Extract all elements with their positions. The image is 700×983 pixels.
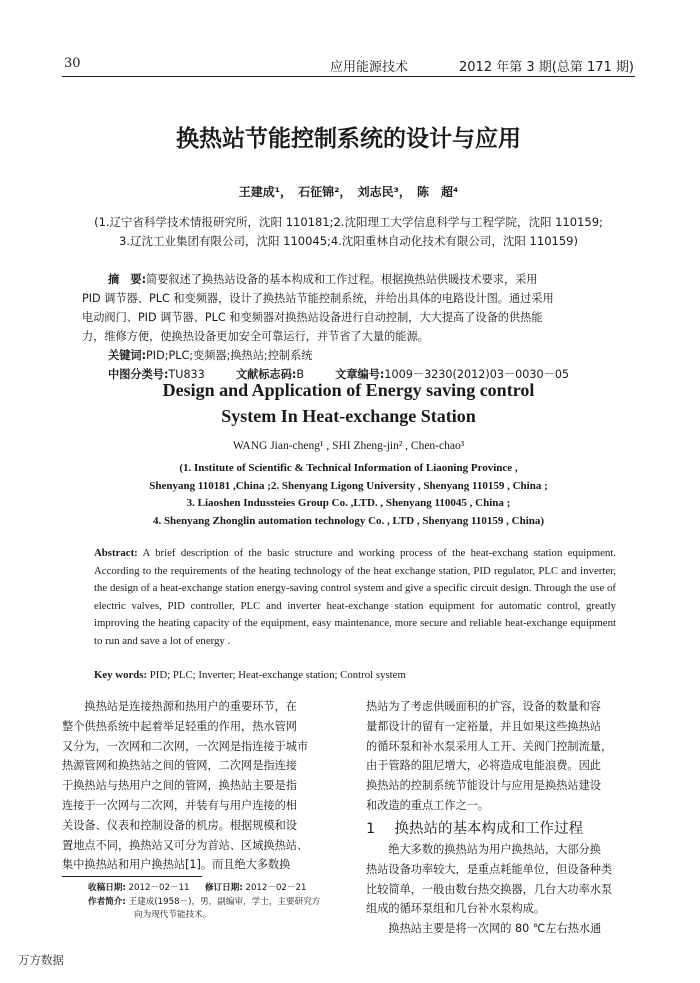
body-line: 由于管路的阻尼增大，必将造成电能浪费。因此: [366, 759, 601, 773]
author-3: 刘志民³: [357, 185, 399, 199]
abstract-cn-line: 电动阀门、PID 调节器、PLC 和变频器对换热站设备进行自动控制，大大提高了设备的供热能: [82, 311, 543, 324]
keywords-en-line: [94, 669, 406, 681]
left-column: [62, 697, 342, 875]
clc-number: TU833: [168, 368, 205, 381]
body-line: 于换热站与热用户之间的管网，换热站主要是指: [62, 779, 297, 793]
affiliation-en-line: 4. Shenyang Zhonglin automation technology Co. , LTD , Shenyang 110159 , China): [152, 514, 545, 527]
body-line: 换热站主要是将一次网的 80 ℃左右热水通: [366, 922, 602, 936]
received-date: 2012－02－11: [128, 883, 190, 893]
abstract-cn-label: 摘 要:: [108, 273, 147, 286]
footnote: [88, 882, 348, 923]
body-line: 换热站的控制系统节能设计与应用是换热站建设: [366, 779, 601, 793]
received-label: 收稿日期:: [88, 883, 126, 893]
abstract-cn-line: 简要叙述了换热站设备的基本构成和工作过程。根据换热站供暖技术要求，采用: [146, 273, 538, 286]
author-bio-label: 作者简介:: [88, 896, 126, 907]
keywords-en: PID; PLC; Inverter; Heat-exchange station; Control system: [149, 669, 406, 681]
clc-label: 中图分类号:: [108, 368, 169, 381]
abstract-en-label: Abstract:: [94, 547, 138, 559]
affiliations-cn: [62, 213, 635, 251]
body-line: 量都设计的留有一定裕量，并且如果这些换热站: [366, 719, 601, 733]
revised-label: 修订日期:: [204, 883, 243, 893]
title-en: [62, 377, 635, 429]
revised-date: 2012－02－21: [245, 883, 307, 893]
body-line: 又分为，一次网和二次网，一次网是指连接于城市: [62, 739, 309, 753]
author-1: 王建成¹: [238, 185, 280, 199]
affiliations-en: [62, 460, 635, 530]
page-title: 换热站节能控制系统的设计与应用: [176, 125, 521, 152]
abstract-en-text: A brief description of the basic structure and working process of the heat-exchang station equipment. According to the requirements of the heating technology of the heat exchange station, PID regulator, PLC and inverter, the design of a heat-exchange station energy-saving control system and give a specific circuit design. Through the use of electric valves, PID controller, PLC and inverter heat-exchange station equipment for automatic control, greatly improving the heating capacity of the equipment, easy maintenance, more secure and reliable heat-exchange equipment to run and save a lot of energy .: [94, 547, 616, 647]
header-rule: [62, 76, 635, 77]
affiliation-line: (1.辽宁省科学技术情报研究所，沈阳 110181;2.沈阳理工大学信息科学与工程学院，沈阳 110159;: [94, 215, 603, 229]
body-line: 整个供热系统中起着举足轻重的作用，热水管网: [62, 719, 297, 733]
journal-name: 应用能源技术: [330, 60, 409, 75]
body-line: 热站设备功率较大，是重点耗能单位，但设备种类: [366, 862, 613, 876]
doc-code: B: [296, 368, 305, 381]
body-line: 的循环泵和补水泵采用人工开、关阀门控制流量，: [366, 739, 613, 753]
author-list: 王建成¹， 石征锦²， 刘志民³， 陈 超⁴: [238, 185, 459, 199]
abstract-cn: [82, 270, 618, 384]
title-en-line: System In Heat-exchange Station: [221, 406, 476, 426]
body-line: 换热站是连接热源和热用户的重要环节，在: [62, 700, 297, 713]
body-line: 绝大多数的换热站为用户换热站，大部分换: [366, 843, 601, 856]
title-en-line: Design and Application of Energy saving control: [162, 380, 535, 400]
abstract-cn-line: PID 调节器、PLC 和变频器，设计了换热站节能控制系统，并给出具体的电路设计图。通过采用: [82, 292, 554, 305]
body-line: 比较简单，一般由数台热交换器，几台大功率水泵: [366, 882, 613, 896]
abstract-cn-line: 力，维修方便，使换热设备更加安全可靠运行，并节省了大量的能源。: [82, 330, 429, 343]
right-column-top: [366, 697, 638, 816]
page-number: 30: [64, 56, 81, 71]
article-number-label: 文章编号:: [335, 368, 385, 381]
author-bio-cont: 向为现代节能技术。: [134, 910, 212, 920]
keywords-en-label: Key words:: [94, 669, 148, 681]
abstract-en: [94, 545, 616, 650]
affiliation-en-line: Shenyang 110181 ,China ;2. Shenyang Ligong University , Shenyang 110159 , China ;: [149, 479, 548, 492]
affiliation-en-line: 3. Liaoshen Indussteies Group Co. ,LTD. , Shenyang 110045 , China ;: [186, 497, 511, 509]
body-line: 关设备、仪表和控制设备的机房。根据规模和设: [62, 818, 297, 832]
section-heading: [366, 817, 583, 838]
keywords-cn-label: 关键词:: [108, 349, 147, 362]
footnote-rule: [62, 876, 202, 877]
body-line: 置地点不同，换热站又可分为首站、区域换热站、: [62, 838, 309, 852]
author-2: 石征锦²: [298, 185, 340, 199]
author-4: 陈 超⁴: [417, 185, 459, 199]
doc-code-label: 文献标志码:: [235, 368, 297, 381]
right-column-bottom: [366, 840, 638, 939]
section-number: 1: [366, 821, 376, 837]
section-title: 换热站的基本构成和工作过程: [394, 821, 583, 837]
body-line: 集中换热站和用户换热站[1]。而且绝大多数换: [62, 858, 291, 872]
body-line: 和改造的重点工作之一。: [366, 798, 490, 812]
issue-info: 2012 年第 3 期(总第 171 期): [459, 60, 634, 75]
author-bio: 王建成(1958－)，男，副编审，学士，主要研究方: [128, 896, 321, 907]
article-number: 1009－3230(2012)03－0030－05: [384, 368, 570, 381]
body-line: 连接于一次网与二次网，并装有与用户连接的相: [62, 798, 297, 812]
affiliation-line: 3.辽沈工业集团有限公司，沈阳 110045;4.沈阳重林自动化技术有限公司，沈阳 110159): [119, 234, 578, 248]
affiliation-en-line: (1. Institute of Scientific & Technical Information of Liaoning Province ,: [179, 462, 518, 474]
body-line: 热站为了考虑供暖面积的扩容，设备的数量和容: [366, 700, 601, 713]
body-line: 热源管网和换热站之间的管网，二次网是指连接: [62, 759, 297, 773]
watermark: 万方数据: [18, 953, 64, 967]
authors-en: WANG Jian-cheng¹ , SHI Zheng-jin² , Chen-chao³: [232, 440, 465, 452]
body-line: 组成的循环泵组和几台补水泵构成。: [366, 902, 546, 916]
keywords-cn: PID;PLC;变频器;换热站;控制系统: [146, 349, 313, 362]
